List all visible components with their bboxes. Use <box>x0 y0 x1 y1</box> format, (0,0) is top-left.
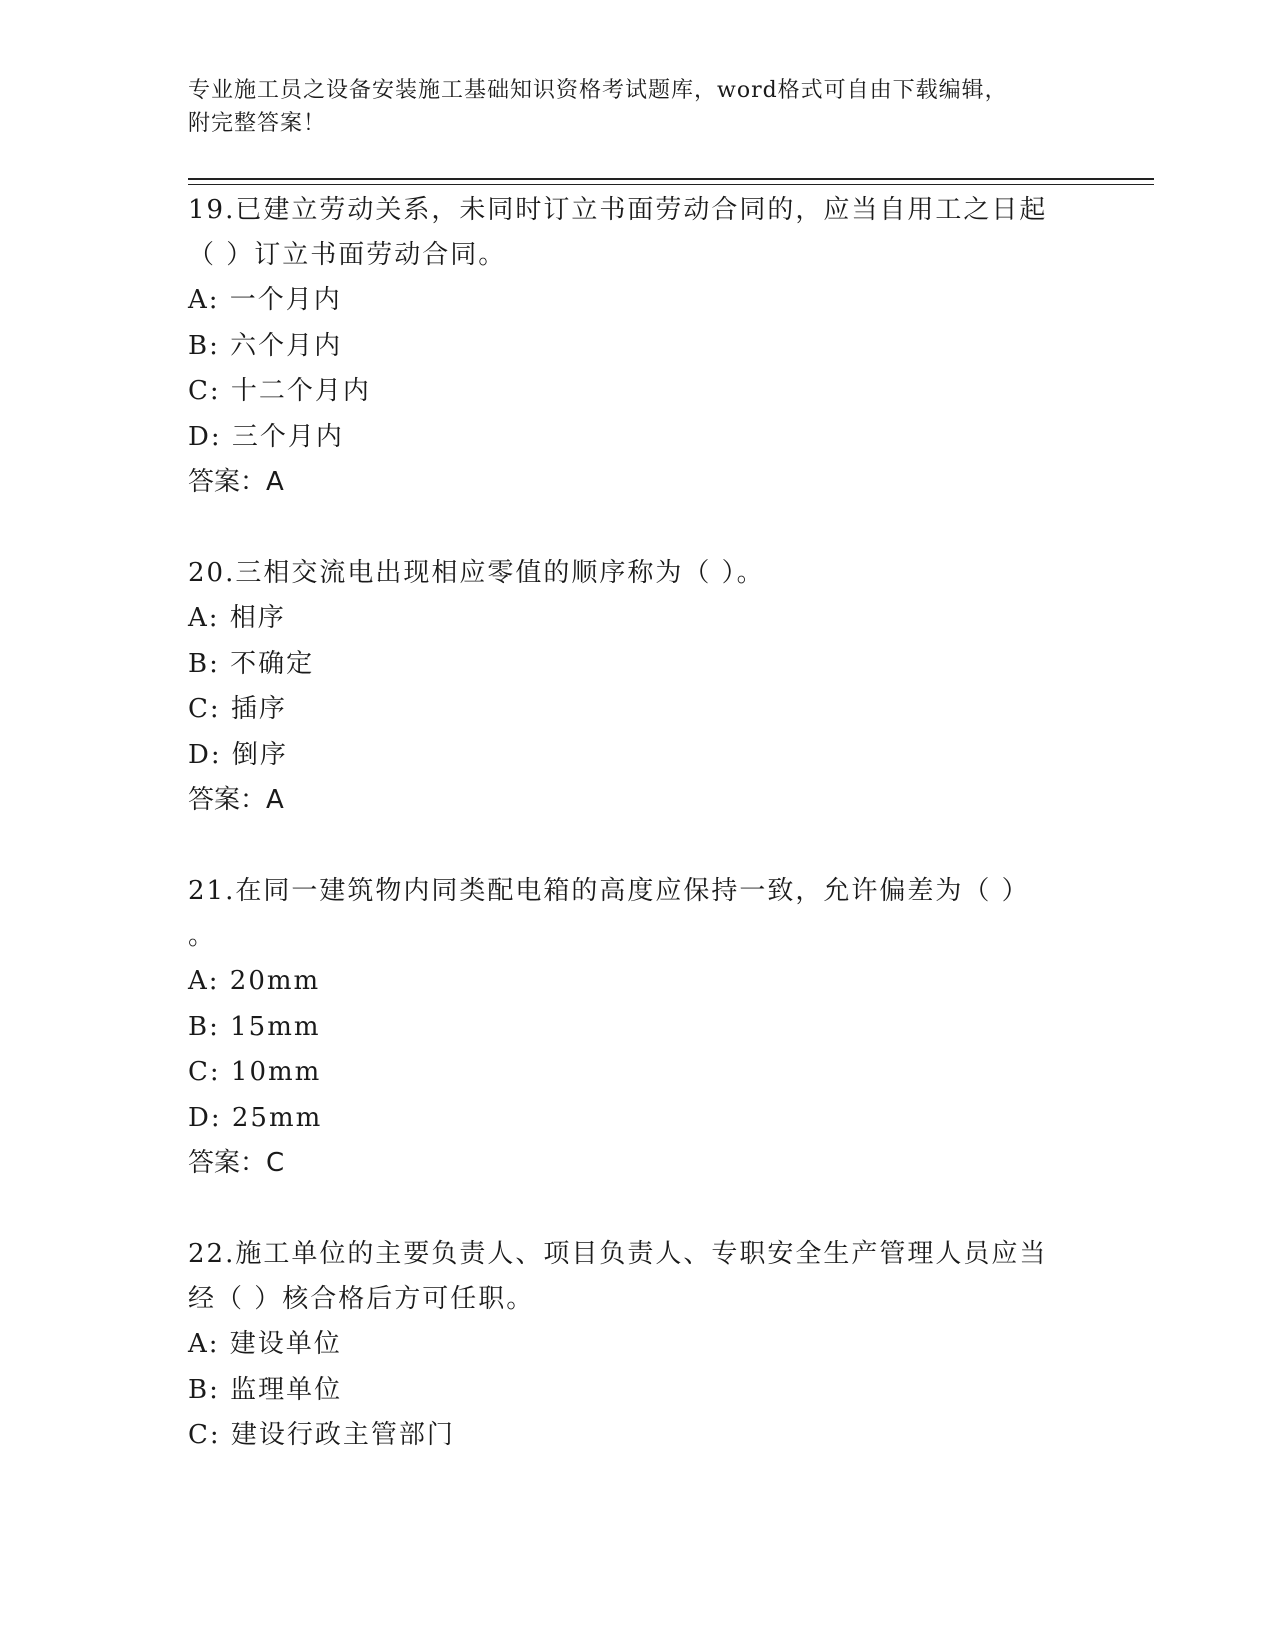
option-a: A: 一个月内 <box>188 285 342 315</box>
question-stem-continued: 。 <box>188 921 217 951</box>
option-b: B: 监理单位 <box>188 1374 343 1405</box>
question-stem: 20.三相交流电出现相应零值的顺序称为（ ）。 <box>188 558 765 588</box>
option-b: B: 15mm <box>188 1011 321 1042</box>
option-b: B: 六个月内 <box>188 330 343 361</box>
question-stem: 21.在同一建筑物内同类配电箱的高度应保持一致，允许偏差为（ ） <box>188 876 1030 906</box>
question-list <box>188 188 1088 1505</box>
option-c: C: 插序 <box>188 694 287 724</box>
header-line-2: 附完整答案！ <box>188 111 327 136</box>
question-19 <box>188 188 1088 505</box>
option-a: A: 20mm <box>188 966 321 996</box>
question-22 <box>188 1232 1088 1459</box>
question-stem-continued: （ ）订立书面劳动合同。 <box>188 240 507 270</box>
option-a: A: 建设单位 <box>188 1329 342 1359</box>
option-c: C: 建设行政主管部门 <box>188 1420 455 1450</box>
option-c: C: 十二个月内 <box>188 376 371 406</box>
option-d: D: 倒序 <box>188 739 288 770</box>
question-21 <box>188 869 1088 1186</box>
option-b: B: 不确定 <box>188 648 315 679</box>
question-stem: 22.施工单位的主要负责人、项目负责人、专职安全生产管理人员应当 <box>188 1239 1048 1269</box>
answer: 答案：A <box>188 467 284 497</box>
option-d: D: 三个月内 <box>188 421 344 452</box>
question-stem-continued: 经（ ）核合格后方可任职。 <box>188 1284 535 1314</box>
header-line-1: 专业施工员之设备安装施工基础知识资格考试题库，word格式可自由下载编辑， <box>188 78 1008 103</box>
header-divider-thick <box>188 178 1154 180</box>
option-a: A: 相序 <box>188 603 286 633</box>
answer: 答案：C <box>188 1148 285 1178</box>
answer: 答案：A <box>188 785 284 815</box>
option-d: D: 25mm <box>188 1102 323 1133</box>
document-header <box>188 74 1088 140</box>
option-c: C: 10mm <box>188 1057 322 1087</box>
question-stem: 19.已建立劳动关系，未同时订立书面劳动合同的，应当自用工之日起 <box>188 195 1048 225</box>
question-20 <box>188 551 1088 823</box>
header-divider-thin <box>188 184 1154 185</box>
